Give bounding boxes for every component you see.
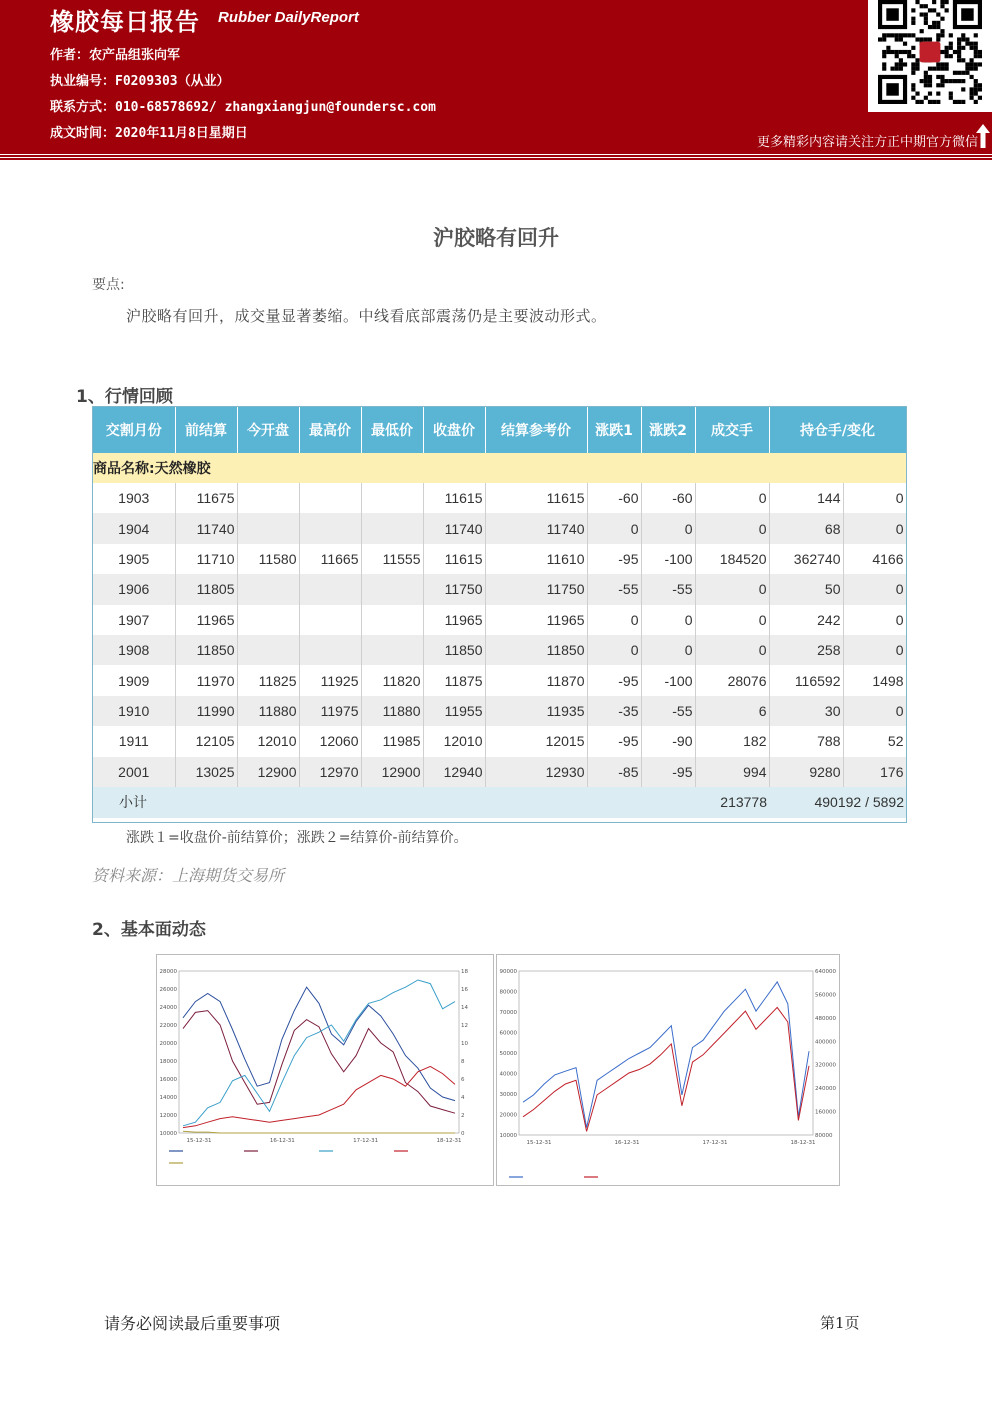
table-cell: 11740 [423, 513, 485, 543]
table-cell: 242 [769, 605, 843, 635]
contact-line: 联系方式：010-68578692/ zhangxiangjun@foundersc.com [50, 100, 436, 115]
x-tick-label: 15-12-31 [186, 1138, 212, 1144]
table-row [93, 726, 906, 756]
y-tick-label: 18000 [159, 1059, 177, 1065]
table-cell: 1911 [93, 726, 175, 756]
table-cell: 1910 [93, 696, 175, 726]
table-cell: 12060 [299, 726, 361, 756]
banner-stripe [0, 152, 992, 160]
y-tick-label: 10000 [499, 1133, 517, 1139]
subtotal-row [93, 787, 906, 818]
y-tick-label: 22000 [159, 1023, 177, 1029]
table-cell: 12105 [175, 726, 237, 756]
category-row [93, 453, 906, 483]
wechat-note: 更多精彩内容请关注方正中期官方微信 [756, 135, 978, 150]
table-cell: 788 [769, 726, 843, 756]
table-cell: 1903 [93, 483, 175, 513]
series-line [523, 982, 809, 1128]
table-cell: 144 [769, 483, 843, 513]
author-line: 作者：农产品组张向军 [50, 48, 181, 63]
table-cell: 12940 [423, 757, 485, 787]
table-row [93, 635, 906, 665]
table-cell: 11875 [423, 665, 485, 695]
y-tick-label: 16 [461, 987, 468, 993]
y-tick-label: 0 [461, 1131, 465, 1137]
table-cell: 11615 [423, 483, 485, 513]
table-cell: -95 [641, 757, 695, 787]
y-tick-label: 60000 [499, 1030, 517, 1037]
y-tick-label: 640000 [815, 969, 836, 975]
table-cell: -95 [587, 726, 641, 756]
col-header: 前结算 [175, 407, 237, 453]
table-cell [361, 483, 423, 513]
table-cell: 11925 [299, 665, 361, 695]
table-cell: 11580 [237, 544, 299, 574]
table-cell: 11820 [361, 665, 423, 695]
table-cell: 68 [769, 513, 843, 543]
y-tick-label: 6 [461, 1077, 465, 1083]
y-tick-label: 80000 [815, 1133, 833, 1139]
table-cell: 6 [695, 696, 769, 726]
table-cell: 11850 [423, 635, 485, 665]
table-cell: -55 [587, 574, 641, 604]
table-cell: -95 [587, 665, 641, 695]
table-cell: 0 [843, 635, 906, 665]
col-header: 结算参考价 [485, 407, 587, 453]
table-cell: -60 [641, 483, 695, 513]
table-cell: 12900 [237, 757, 299, 787]
category-label: 商品名称:天然橡胶 [93, 453, 906, 483]
subtotal-label: 小计 [93, 787, 237, 818]
table-cell: 11870 [485, 665, 587, 695]
table-cell: 0 [695, 635, 769, 665]
table-cell: 11750 [423, 574, 485, 604]
y-tick-label: 80000 [499, 989, 517, 996]
table-cell: 11675 [175, 483, 237, 513]
table-cell: 116592 [769, 665, 843, 695]
table-cell: 1906 [93, 574, 175, 604]
table-cell: 0 [843, 483, 906, 513]
table-cell: 52 [843, 726, 906, 756]
table-cell: 1498 [843, 665, 906, 695]
table-cell: 11555 [361, 544, 423, 574]
y-tick-label: 90000 [499, 969, 517, 975]
y-tick-label: 480000 [815, 1015, 836, 1022]
y-tick-label: 40000 [499, 1071, 517, 1078]
table-cell: -60 [587, 483, 641, 513]
x-tick-label: 16-12-31 [269, 1138, 295, 1144]
table-cell: 11850 [485, 635, 587, 665]
y-tick-label: 16000 [159, 1077, 177, 1083]
table-cell [237, 483, 299, 513]
document-title: 沪胶略有回升 [433, 226, 559, 250]
table-cell: 12970 [299, 757, 361, 787]
col-header: 持仓手/变化 [769, 407, 906, 453]
y-tick-label: 14 [461, 1005, 468, 1011]
table-row [93, 605, 906, 635]
col-header: 最高价 [299, 407, 361, 453]
table-cell: 11850 [175, 635, 237, 665]
table-cell: -35 [587, 696, 641, 726]
table-cell: 11880 [361, 696, 423, 726]
table-header-row [93, 407, 906, 453]
table-cell: -55 [641, 574, 695, 604]
y-tick-label: 24000 [159, 1005, 177, 1011]
date-line: 成文时间：2020年11月8日星期日 [50, 126, 248, 141]
col-header: 今开盘 [237, 407, 299, 453]
table-cell [299, 483, 361, 513]
report-title: 橡胶每日报告 [50, 8, 200, 36]
table-cell: 1907 [93, 605, 175, 635]
table-cell: 30 [769, 696, 843, 726]
y-tick-label: 4 [461, 1095, 465, 1101]
y-tick-label: 20000 [159, 1041, 177, 1047]
table-cell: 2001 [93, 757, 175, 787]
table-cell: 0 [695, 605, 769, 635]
table-cell [299, 513, 361, 543]
table-row [93, 513, 906, 543]
table-cell: 11975 [299, 696, 361, 726]
y-tick-label: 10000 [159, 1131, 177, 1137]
table-cell: 0 [843, 513, 906, 543]
header-banner [0, 0, 992, 152]
table-row [93, 544, 906, 574]
table-cell: 11965 [175, 605, 237, 635]
price-spread-chart [156, 954, 494, 1186]
table-cell: 12015 [485, 726, 587, 756]
plot-frame [519, 971, 813, 1135]
table-cell: -100 [641, 544, 695, 574]
table-note: 涨跌１=收盘价-前结算价；涨跌２=结算价-前结算价。 [126, 830, 468, 846]
table-cell [237, 605, 299, 635]
table-cell: 1905 [93, 544, 175, 574]
table-row [93, 757, 906, 787]
series-line [523, 1007, 809, 1131]
x-tick-label: 18-12-31 [436, 1138, 462, 1144]
table-cell: 0 [641, 605, 695, 635]
table-cell: 0 [641, 513, 695, 543]
table-cell [299, 574, 361, 604]
series-line [183, 980, 455, 1126]
table-cell: 11740 [175, 513, 237, 543]
table-cell: 11880 [237, 696, 299, 726]
table-cell: 12930 [485, 757, 587, 787]
table-cell [361, 635, 423, 665]
table-cell [237, 574, 299, 604]
table-cell [299, 635, 361, 665]
table-row [93, 665, 906, 695]
table-cell: -85 [587, 757, 641, 787]
table-cell: 994 [695, 757, 769, 787]
footer-disclaimer: 请务必阅读最后重要事项 [104, 1314, 281, 1333]
y-tick-label: 28000 [159, 969, 177, 975]
y-tick-label: 18 [461, 969, 468, 975]
x-tick-label: 16-12-31 [614, 1140, 640, 1146]
table-row [93, 483, 906, 513]
table-cell: 11990 [175, 696, 237, 726]
table-cell: -95 [587, 544, 641, 574]
table-cell: 11985 [361, 726, 423, 756]
up-arrow-icon [976, 124, 990, 148]
table-cell: 4166 [843, 544, 906, 574]
series-line [183, 1066, 455, 1127]
table-cell: 11965 [423, 605, 485, 635]
section-heading-market-review: 1、行情回顾 [76, 387, 173, 407]
series-line [183, 987, 455, 1100]
table-cell: 0 [587, 635, 641, 665]
col-header: 交割月份 [93, 407, 175, 453]
table-cell: 0 [843, 605, 906, 635]
y-tick-label: 10 [461, 1041, 468, 1047]
table-cell: 11740 [485, 513, 587, 543]
subtotal-open-interest: 490192 / 5892 [769, 787, 906, 818]
x-tick-label: 15-12-31 [526, 1140, 552, 1146]
table-cell [361, 605, 423, 635]
col-header: 最低价 [361, 407, 423, 453]
y-tick-label: 20000 [499, 1112, 517, 1119]
table-cell: 0 [695, 574, 769, 604]
qr-code-icon [878, 0, 982, 104]
table-cell: 182 [695, 726, 769, 756]
series-line [183, 1131, 455, 1133]
col-header: 涨跌1 [587, 407, 641, 453]
table-cell: 12900 [361, 757, 423, 787]
subtotal-volume: 213778 [237, 787, 769, 818]
table-cell: 0 [695, 513, 769, 543]
table-cell: 11615 [485, 483, 587, 513]
table-row [93, 696, 906, 726]
col-header: 涨跌2 [641, 407, 695, 453]
y-tick-label: 26000 [159, 987, 177, 993]
x-tick-label: 17-12-31 [702, 1140, 728, 1146]
table-cell: 362740 [769, 544, 843, 574]
table-cell [299, 605, 361, 635]
table-cell: 28076 [695, 665, 769, 695]
table-cell: 1908 [93, 635, 175, 665]
table-cell: 11965 [485, 605, 587, 635]
table-cell: 0 [843, 574, 906, 604]
page-number: 第1页 [820, 1314, 860, 1332]
table-cell: 11805 [175, 574, 237, 604]
market-table [92, 406, 907, 823]
table-cell: 0 [695, 483, 769, 513]
table-cell: 11710 [175, 544, 237, 574]
col-header: 收盘价 [423, 407, 485, 453]
table-cell: 9280 [769, 757, 843, 787]
table-cell [237, 513, 299, 543]
license-line: 执业编号：F0209303（从业） [50, 74, 230, 89]
table-cell: 0 [587, 605, 641, 635]
y-tick-label: 30000 [499, 1092, 517, 1098]
table-cell: 184520 [695, 544, 769, 574]
table-cell [237, 635, 299, 665]
y-tick-label: 70000 [499, 1010, 517, 1016]
table-cell: -55 [641, 696, 695, 726]
table-cell: 11935 [485, 696, 587, 726]
key-points-text: 沪胶略有回升，成交量显著萎缩。中线看底部震荡仍是主要波动形式。 [126, 307, 607, 325]
report-subtitle: Rubber DailyReport [218, 9, 359, 26]
x-tick-label: 17-12-31 [353, 1138, 379, 1144]
table-cell: 50 [769, 574, 843, 604]
plot-frame [179, 971, 459, 1133]
y-tick-label: 12000 [159, 1113, 177, 1119]
table-cell: 0 [587, 513, 641, 543]
table-cell: 11750 [485, 574, 587, 604]
table-cell: 11955 [423, 696, 485, 726]
table-cell: 11970 [175, 665, 237, 695]
table-cell: 1909 [93, 665, 175, 695]
x-tick-label: 18-12-31 [790, 1140, 816, 1146]
table-cell: 0 [641, 635, 695, 665]
table-cell: 11825 [237, 665, 299, 695]
table-cell: -90 [641, 726, 695, 756]
table-cell: 11615 [423, 544, 485, 574]
col-header: 成交手 [695, 407, 769, 453]
table-cell [361, 513, 423, 543]
table-cell: 11610 [485, 544, 587, 574]
key-points-label: 要点: [92, 277, 125, 293]
table-cell: 1904 [93, 513, 175, 543]
y-tick-label: 14000 [159, 1095, 177, 1101]
y-tick-label: 160000 [815, 1109, 836, 1116]
section-heading-fundamentals: 2、基本面动态 [92, 920, 206, 940]
futures-price-oi-chart [496, 954, 840, 1186]
y-tick-label: 2 [461, 1113, 465, 1119]
y-tick-label: 240000 [815, 1086, 836, 1093]
y-tick-label: 560000 [815, 992, 836, 999]
table-cell: 176 [843, 757, 906, 787]
table-cell: 11665 [299, 544, 361, 574]
y-tick-label: 12 [461, 1023, 468, 1029]
series-line [183, 1011, 455, 1114]
table-cell: 12010 [237, 726, 299, 756]
y-tick-label: 320000 [815, 1062, 836, 1069]
table-cell: -100 [641, 665, 695, 695]
table-cell: 258 [769, 635, 843, 665]
table-cell [361, 574, 423, 604]
table-cell: 12010 [423, 726, 485, 756]
y-tick-label: 8 [461, 1059, 465, 1065]
y-tick-label: 50000 [499, 1051, 517, 1057]
qr-code[interactable] [868, 0, 992, 112]
table-cell: 13025 [175, 757, 237, 787]
table-cell: 0 [843, 696, 906, 726]
table-row [93, 574, 906, 604]
y-tick-label: 400000 [815, 1039, 836, 1046]
data-source: 资料来源：上海期货交易所 [92, 866, 285, 885]
